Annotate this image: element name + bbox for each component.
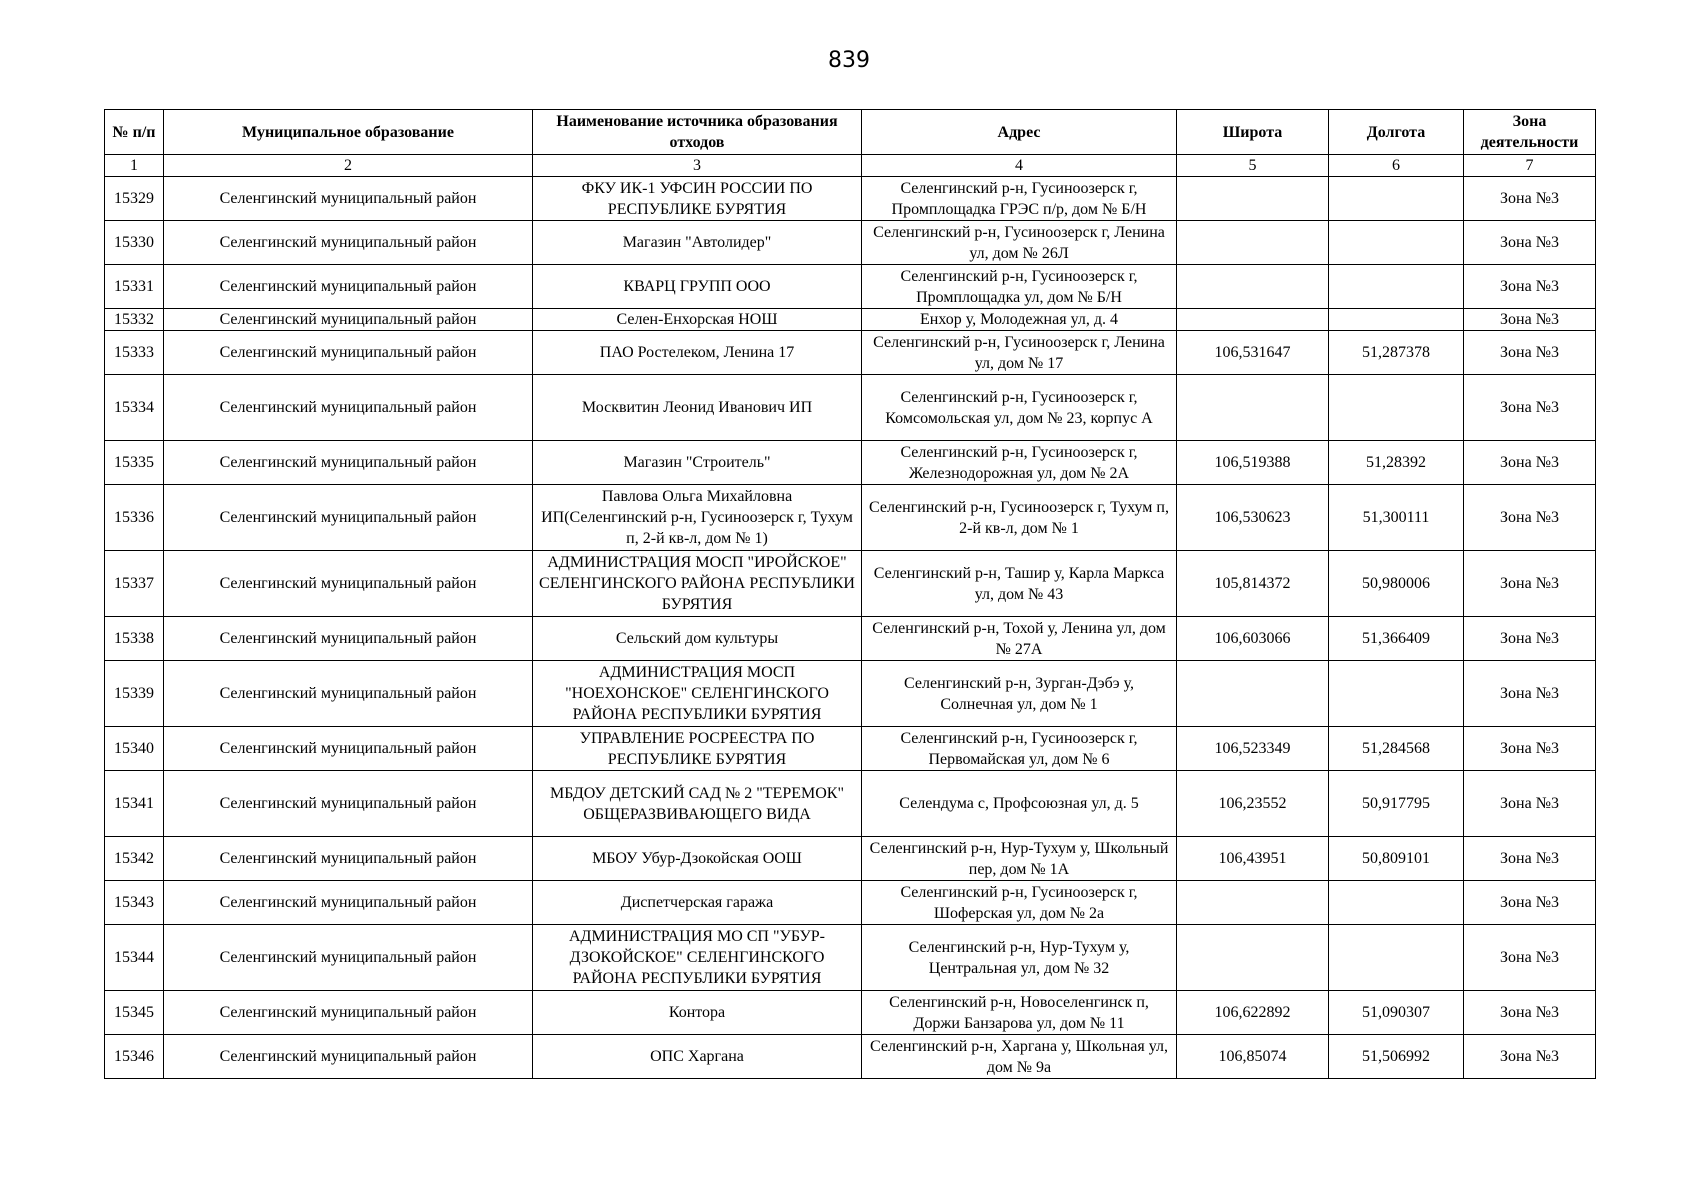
latitude-cell: 106,530623	[1177, 485, 1329, 551]
table-row	[105, 727, 1596, 771]
table-row	[105, 177, 1596, 221]
municipality-cell: Селенгинский муниципальный район	[164, 177, 533, 221]
source-cell: Павлова Ольга Михайловна ИП(Селенгинский р-н, Гусиноозерск г, Тухум п, 2-й кв-л, дом № 1)	[533, 485, 862, 551]
latitude-cell	[1177, 661, 1329, 727]
address-cell: Селенгинский р-н, Тохой у, Ленина ул, дом № 27А	[862, 617, 1177, 661]
longitude-cell	[1329, 925, 1464, 991]
waste-sources-table	[104, 109, 1596, 1079]
latitude-cell: 106,523349	[1177, 727, 1329, 771]
source-cell: Контора	[533, 991, 862, 1035]
municipality-cell: Селенгинский муниципальный район	[164, 265, 533, 309]
table-row	[105, 925, 1596, 991]
row-number: 15335	[105, 441, 164, 485]
source-cell: МБДОУ ДЕТСКИЙ САД № 2 "ТЕРЕМОК" ОБЩЕРАЗВИВАЮЩЕГО ВИДА	[533, 771, 862, 837]
zone-cell: Зона №3	[1464, 771, 1596, 837]
col-header-latitude: Широта	[1177, 110, 1329, 155]
source-cell: Магазин "Автолидер"	[533, 221, 862, 265]
column-number: 7	[1464, 155, 1596, 177]
zone-cell: Зона №3	[1464, 551, 1596, 617]
longitude-cell	[1329, 881, 1464, 925]
address-cell: Селенгинский р-н, Гусиноозерск г, Шоферская ул, дом № 2а	[862, 881, 1177, 925]
zone-cell: Зона №3	[1464, 837, 1596, 881]
source-cell: АДМИНИСТРАЦИЯ МО СП "УБУР-ДЗОКОЙСКОЕ" СЕЛЕНГИНСКОГО РАЙОНА РЕСПУБЛИКИ БУРЯТИЯ	[533, 925, 862, 991]
longitude-cell: 50,809101	[1329, 837, 1464, 881]
zone-cell: Зона №3	[1464, 331, 1596, 375]
longitude-cell	[1329, 221, 1464, 265]
longitude-cell: 50,980006	[1329, 551, 1464, 617]
municipality-cell: Селенгинский муниципальный район	[164, 837, 533, 881]
row-number: 15338	[105, 617, 164, 661]
table-row	[105, 617, 1596, 661]
municipality-cell: Селенгинский муниципальный район	[164, 221, 533, 265]
source-cell: Москвитин Леонид Иванович ИП	[533, 375, 862, 441]
address-cell: Селенгинский р-н, Зурган-Дэбэ у, Солнечная ул, дом № 1	[862, 661, 1177, 727]
address-cell: Селенгинский р-н, Нур-Тухум у, Школьный пер, дом № 1А	[862, 837, 1177, 881]
address-cell: Енхор у, Молодежная ул, д. 4	[862, 309, 1177, 331]
latitude-cell: 106,519388	[1177, 441, 1329, 485]
address-cell: Селенгинский р-н, Гусиноозерск г, Промплощадка ГРЭС п/р, дом № Б/Н	[862, 177, 1177, 221]
zone-cell: Зона №3	[1464, 309, 1596, 331]
address-cell: Селенгинский р-н, Харгана у, Школьная ул, дом № 9а	[862, 1035, 1177, 1079]
zone-cell: Зона №3	[1464, 925, 1596, 991]
latitude-cell	[1177, 375, 1329, 441]
source-cell: Магазин "Строитель"	[533, 441, 862, 485]
source-cell: ОПС Харгана	[533, 1035, 862, 1079]
col-header-zone: Зона деятельности	[1464, 110, 1596, 155]
municipality-cell: Селенгинский муниципальный район	[164, 375, 533, 441]
municipality-cell: Селенгинский муниципальный район	[164, 771, 533, 837]
zone-cell: Зона №3	[1464, 727, 1596, 771]
column-number: 2	[164, 155, 533, 177]
row-number: 15340	[105, 727, 164, 771]
latitude-cell: 106,622892	[1177, 991, 1329, 1035]
row-number: 15345	[105, 991, 164, 1035]
row-number: 15344	[105, 925, 164, 991]
row-number: 15339	[105, 661, 164, 727]
longitude-cell	[1329, 265, 1464, 309]
municipality-cell: Селенгинский муниципальный район	[164, 309, 533, 331]
zone-cell: Зона №3	[1464, 265, 1596, 309]
latitude-cell	[1177, 881, 1329, 925]
longitude-cell: 51,366409	[1329, 617, 1464, 661]
table-row	[105, 485, 1596, 551]
col-header-municipality: Муниципальное образование	[164, 110, 533, 155]
column-number: 3	[533, 155, 862, 177]
municipality-cell: Селенгинский муниципальный район	[164, 991, 533, 1035]
latitude-cell	[1177, 925, 1329, 991]
source-cell: ФКУ ИК-1 УФСИН РОССИИ ПО РЕСПУБЛИКЕ БУРЯТИЯ	[533, 177, 862, 221]
municipality-cell: Селенгинский муниципальный район	[164, 925, 533, 991]
row-number: 15332	[105, 309, 164, 331]
col-header-number: № п/п	[105, 110, 164, 155]
table-row	[105, 1035, 1596, 1079]
row-number: 15330	[105, 221, 164, 265]
longitude-cell: 51,300111	[1329, 485, 1464, 551]
table-row	[105, 221, 1596, 265]
row-number: 15343	[105, 881, 164, 925]
latitude-cell	[1177, 221, 1329, 265]
latitude-cell	[1177, 265, 1329, 309]
row-number: 15342	[105, 837, 164, 881]
column-number: 6	[1329, 155, 1464, 177]
zone-cell: Зона №3	[1464, 617, 1596, 661]
municipality-cell: Селенгинский муниципальный район	[164, 1035, 533, 1079]
zone-cell: Зона №3	[1464, 375, 1596, 441]
zone-cell: Зона №3	[1464, 881, 1596, 925]
longitude-cell: 51,284568	[1329, 727, 1464, 771]
longitude-cell: 51,287378	[1329, 331, 1464, 375]
zone-cell: Зона №3	[1464, 1035, 1596, 1079]
row-number: 15346	[105, 1035, 164, 1079]
table-row	[105, 441, 1596, 485]
table-row	[105, 771, 1596, 837]
zone-cell: Зона №3	[1464, 485, 1596, 551]
municipality-cell: Селенгинский муниципальный район	[164, 485, 533, 551]
row-number: 15333	[105, 331, 164, 375]
zone-cell: Зона №3	[1464, 441, 1596, 485]
longitude-cell: 51,28392	[1329, 441, 1464, 485]
address-cell: Селенгинский р-н, Гусиноозерск г, Промплощадка ул, дом № Б/Н	[862, 265, 1177, 309]
address-cell: Селенгинский р-н, Нур-Тухум у, Центральная ул, дом № 32	[862, 925, 1177, 991]
table-row	[105, 309, 1596, 331]
row-number: 15331	[105, 265, 164, 309]
table-row	[105, 881, 1596, 925]
latitude-cell: 106,603066	[1177, 617, 1329, 661]
col-header-source: Наименование источника образования отходов	[533, 110, 862, 155]
row-number: 15336	[105, 485, 164, 551]
column-number: 5	[1177, 155, 1329, 177]
table-row	[105, 331, 1596, 375]
table-row	[105, 661, 1596, 727]
latitude-cell: 106,23552	[1177, 771, 1329, 837]
longitude-cell	[1329, 375, 1464, 441]
municipality-cell: Селенгинский муниципальный район	[164, 881, 533, 925]
row-number: 15334	[105, 375, 164, 441]
source-cell: ПАО Ростелеком, Ленина 17	[533, 331, 862, 375]
longitude-cell	[1329, 309, 1464, 331]
municipality-cell: Селенгинский муниципальный район	[164, 551, 533, 617]
latitude-cell: 106,531647	[1177, 331, 1329, 375]
municipality-cell: Селенгинский муниципальный район	[164, 617, 533, 661]
header-row	[105, 110, 1596, 155]
municipality-cell: Селенгинский муниципальный район	[164, 441, 533, 485]
latitude-cell: 106,43951	[1177, 837, 1329, 881]
row-number: 15329	[105, 177, 164, 221]
address-cell: Селендума с, Профсоюзная ул, д. 5	[862, 771, 1177, 837]
latitude-cell: 106,85074	[1177, 1035, 1329, 1079]
source-cell: АДМИНИСТРАЦИЯ МОСП "НОЕХОНСКОЕ" СЕЛЕНГИНСКОГО РАЙОНА РЕСПУБЛИКИ БУРЯТИЯ	[533, 661, 862, 727]
municipality-cell: Селенгинский муниципальный район	[164, 331, 533, 375]
table-row	[105, 551, 1596, 617]
address-cell: Селенгинский р-н, Гусиноозерск г, Ленина ул, дом № 26Л	[862, 221, 1177, 265]
address-cell: Селенгинский р-н, Гусиноозерск г, Тухум п, 2-й кв-л, дом № 1	[862, 485, 1177, 551]
latitude-cell	[1177, 309, 1329, 331]
latitude-cell: 105,814372	[1177, 551, 1329, 617]
col-header-longitude: Долгота	[1329, 110, 1464, 155]
page-number: 839	[828, 48, 870, 73]
source-cell: МБОУ Убур-Дзокойская ООШ	[533, 837, 862, 881]
municipality-cell: Селенгинский муниципальный район	[164, 727, 533, 771]
address-cell: Селенгинский р-н, Гусиноозерск г, Ленина ул, дом № 17	[862, 331, 1177, 375]
zone-cell: Зона №3	[1464, 991, 1596, 1035]
address-cell: Селенгинский р-н, Ташир у, Карла Маркса ул, дом № 43	[862, 551, 1177, 617]
source-cell: АДМИНИСТРАЦИЯ МОСП "ИРОЙСКОЕ" СЕЛЕНГИНСКОГО РАЙОНА РЕСПУБЛИКИ БУРЯТИЯ	[533, 551, 862, 617]
source-cell: Диспетчерская гаража	[533, 881, 862, 925]
address-cell: Селенгинский р-н, Новоселенгинск п, Доржи Банзарова ул, дом № 11	[862, 991, 1177, 1035]
municipality-cell: Селенгинский муниципальный район	[164, 661, 533, 727]
longitude-cell: 50,917795	[1329, 771, 1464, 837]
longitude-cell: 51,506992	[1329, 1035, 1464, 1079]
column-number-row	[105, 155, 1596, 177]
address-cell: Селенгинский р-н, Гусиноозерск г, Комсомольская ул, дом № 23, корпус А	[862, 375, 1177, 441]
zone-cell: Зона №3	[1464, 661, 1596, 727]
source-cell: УПРАВЛЕНИЕ РОСРЕЕСТРА ПО РЕСПУБЛИКЕ БУРЯТИЯ	[533, 727, 862, 771]
longitude-cell	[1329, 177, 1464, 221]
address-cell: Селенгинский р-н, Гусиноозерск г, Железнодорожная ул, дом № 2А	[862, 441, 1177, 485]
table-row	[105, 991, 1596, 1035]
longitude-cell: 51,090307	[1329, 991, 1464, 1035]
source-cell: Селен-Енхорская НОШ	[533, 309, 862, 331]
source-cell: Сельский дом культуры	[533, 617, 862, 661]
address-cell: Селенгинский р-н, Гусиноозерск г, Первомайская ул, дом № 6	[862, 727, 1177, 771]
row-number: 15341	[105, 771, 164, 837]
row-number: 15337	[105, 551, 164, 617]
column-number: 4	[862, 155, 1177, 177]
longitude-cell	[1329, 661, 1464, 727]
col-header-address: Адрес	[862, 110, 1177, 155]
zone-cell: Зона №3	[1464, 221, 1596, 265]
table-row	[105, 837, 1596, 881]
zone-cell: Зона №3	[1464, 177, 1596, 221]
source-cell: КВАРЦ ГРУПП ООО	[533, 265, 862, 309]
column-number: 1	[105, 155, 164, 177]
table-row	[105, 375, 1596, 441]
table-row	[105, 265, 1596, 309]
latitude-cell	[1177, 177, 1329, 221]
